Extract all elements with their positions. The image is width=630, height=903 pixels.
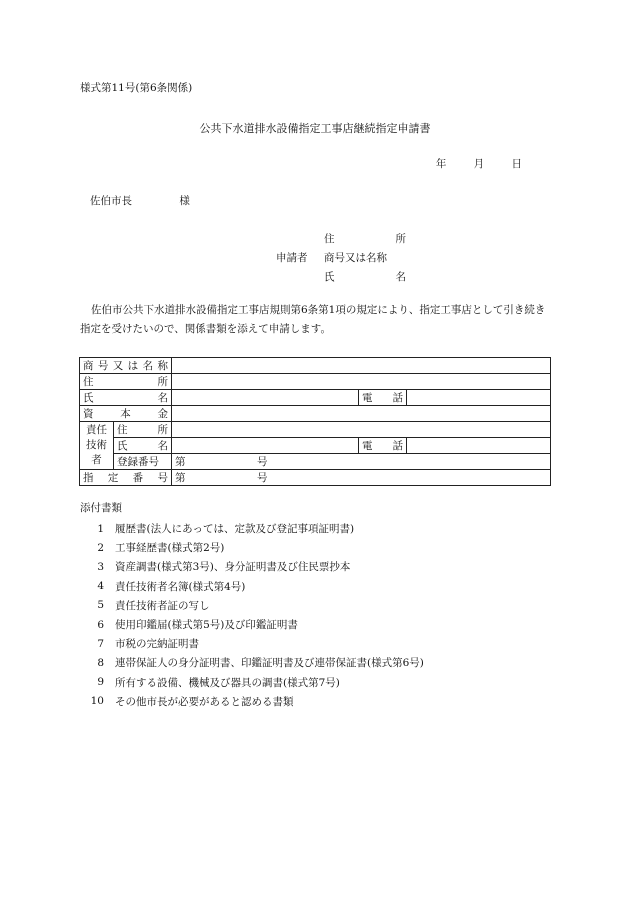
attachments-list [80,519,560,711]
designation-label: 指 定 番 号 [83,472,168,484]
registration-value[interactable] [175,454,547,469]
designation-value[interactable] [175,470,547,485]
date-line [412,156,522,171]
engineer-phone-label: 電 話 [362,440,403,452]
table-row [80,374,551,390]
list-item: 6 使用印鑑届(様式第5号)及び印鑑証明書 [97,618,298,632]
info-table [79,357,551,486]
registration-suffix: 号 [257,456,268,468]
registration-label: 登録番号 [114,454,172,470]
table-row [80,422,551,438]
capital-label: 資 本 金 [83,408,168,420]
applicant-trade-name-label: 商号又は名称 [324,252,387,264]
addressee-honorific: 様 [179,195,190,207]
applicant-name-label: 氏 名 [324,271,406,283]
engineer-name-value[interactable] [172,438,359,454]
table-row [80,358,551,374]
year-label: 年 [435,158,447,170]
engineer-address-label: 住 所 [117,424,168,436]
engineer-phone-value[interactable] [407,438,551,454]
address-label: 住 所 [83,376,168,388]
phone-value[interactable] [407,390,551,406]
list-item: 4 責任技術者名簿(様式第4号) [97,580,246,593]
table-row [80,438,551,454]
body-paragraph: 佐伯市公共下水道排水設備指定工事店規則第6条第1項の規定により、指定工事店として引き続き指定を受けたいので、関係書類を添えて申請します。 [80,304,546,335]
capital-value[interactable] [172,406,551,422]
table-row [80,470,551,486]
table-row [80,390,551,406]
trade-name-label: 商 号 又 は 名 称 [83,360,168,372]
day-label: 日 [511,158,522,170]
applicant-address-label: 住 所 [324,233,406,245]
trade-name-value[interactable] [172,358,551,374]
name-value[interactable] [172,390,359,406]
address-value[interactable] [172,374,551,390]
attachments-title: 添付書類 [80,502,122,514]
list-item: 10 その他市長が必要があると認める書類 [90,695,294,708]
list-item: 1 履歴書(法人にあっては、定款及び登記事項証明書) [97,522,355,536]
form-number: 様式第11号(第6条関係) [80,82,193,94]
addressee-name: 佐伯市長 [90,195,132,207]
registration-prefix: 第 [175,456,186,468]
designation-prefix: 第 [175,472,186,484]
list-item: 5 責任技術者証の写し [97,599,210,612]
month-label: 月 [473,158,485,170]
designation-suffix: 号 [257,472,268,484]
list-item: 7 市税の完納証明書 [97,637,199,651]
engineer-name-label: 氏 名 [117,440,168,452]
list-item: 8 連帯保証人の身分証明書、印鑑証明書及び連帯保証書(様式第6号) [97,656,424,670]
addressee [90,193,190,208]
list-item: 2 工事経歴書(様式第2号) [97,541,225,555]
applicant-block [276,229,406,286]
list-item: 3 資産調書(様式第3号)、身分証明書及び住民票抄本 [97,560,351,574]
applicant-lead: 申請者 [276,252,308,264]
engineer-address-value[interactable] [172,422,551,438]
name-label: 氏 名 [83,392,168,404]
document-title: 公共下水道排水設備指定工事店継続指定申請書 [199,122,431,135]
table-row [80,406,551,422]
engineer-group-label: 責任 技術 者 [80,422,114,470]
table-row [80,454,551,470]
phone-label: 電 話 [362,392,403,404]
list-item: 9 所有する設備、機械及び器具の調書(様式第7号) [97,676,340,689]
